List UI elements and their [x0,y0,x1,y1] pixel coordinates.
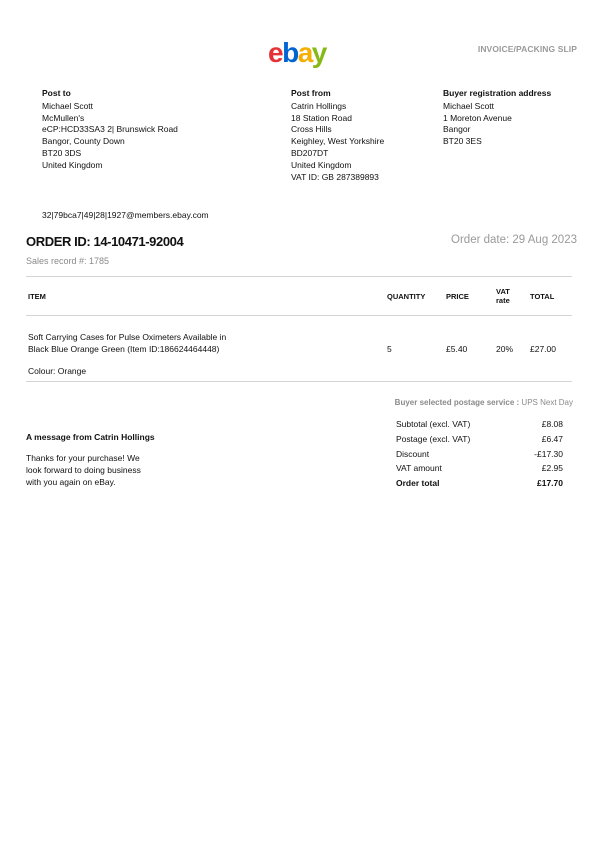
table-row-description [28,331,378,355]
post-to-line: eCP:HCD33SA3 2| Brunswick Road [42,124,178,135]
postage-service-value: UPS Next Day [521,398,573,407]
seller-message-line: with you again on eBay. [26,477,116,487]
divider [26,381,572,382]
post-to-line: McMullen's [42,112,85,123]
order-id: ORDER ID: 14-10471-92004 [26,234,184,249]
seller-message-heading: A message from Catrin Hollings [26,432,155,442]
post-from-line: Keighley, West Yorkshire [291,136,385,147]
logo-letter-e: e [268,37,283,68]
buyer-email: 32|79bca7|49|28|1927@members.ebay.com [42,210,209,220]
buyer-registration-block [443,88,583,148]
postage-label: Postage (excl. VAT) [396,434,471,444]
subtotal-label: Subtotal (excl. VAT) [396,419,471,429]
order-total-value: £17.70 [537,478,563,488]
logo-letter-b: b [282,37,298,68]
seller-message-line: look forward to doing business [26,465,141,475]
postage-service [395,398,573,407]
divider [26,315,572,316]
post-from-line: VAT ID: GB 287389893 [291,171,379,182]
item-price: £5.40 [446,344,468,354]
item-description-line: Black Blue Orange Green (Item ID:186624464448) [28,344,220,354]
order-date: Order date: 29 Aug 2023 [451,234,577,246]
vat-header-line: rate [496,296,510,305]
buyer-registration-heading: Buyer registration address [443,88,552,98]
post-to-line: BT20 3DS [42,147,82,158]
item-variant: Colour: Orange [28,366,87,376]
subtotal-value: £8.08 [541,419,563,429]
post-from-heading: Post from [291,88,331,98]
seller-message-body [26,452,176,488]
logo-letter-a: a [297,37,312,68]
post-from-line: Catrin Hollings [291,100,347,111]
post-from-line: Cross Hills [291,124,332,135]
column-header-price: PRICE [446,292,469,301]
document-title: INVOICE/PACKING SLIP [477,44,577,54]
item-total: £27.00 [530,344,556,354]
divider [26,276,572,277]
post-from-line: United Kingdom [291,159,352,170]
post-to-line: United Kingdom [42,159,103,170]
item-vat-rate: 20% [496,344,514,354]
item-description-line: Soft Carrying Cases for Pulse Oximeters Available in [28,332,227,342]
vat-amount-value: £2.95 [541,463,563,473]
buyer-registration-line: BT20 3ES [443,136,482,147]
postage-value: £6.47 [541,434,563,444]
buyer-registration-line: 1 Moreton Avenue [443,112,512,123]
vat-amount-label: VAT amount [396,463,442,473]
post-to-heading: Post to [42,88,71,98]
column-header-vat-rate [496,287,510,305]
item-quantity: 5 [387,344,392,354]
post-to-line: Bangor, County Down [42,136,125,147]
sales-record: Sales record #: 1785 [26,256,110,266]
ebay-logo [268,38,326,68]
order-total-label: Order total [396,478,440,488]
postage-service-label: Buyer selected postage service : [394,398,520,407]
column-header-total: TOTAL [530,292,555,301]
logo-letter-y: y [311,37,326,68]
column-header-quantity: QUANTITY [387,292,426,301]
post-to-block [42,88,272,172]
discount-value: -£17.30 [534,449,563,459]
post-to-line: Michael Scott [42,100,94,111]
post-from-line: BD207DT [291,147,329,158]
column-header-item: ITEM [28,292,46,301]
post-from-line: 18 Station Road [291,112,352,123]
seller-message-line: Thanks for your purchase! We [26,453,140,463]
discount-label: Discount [396,449,430,459]
buyer-registration-line: Michael Scott [443,100,495,111]
buyer-registration-line: Bangor [443,124,471,135]
vat-header-line: VAT [496,287,510,296]
post-from-block [291,88,441,183]
